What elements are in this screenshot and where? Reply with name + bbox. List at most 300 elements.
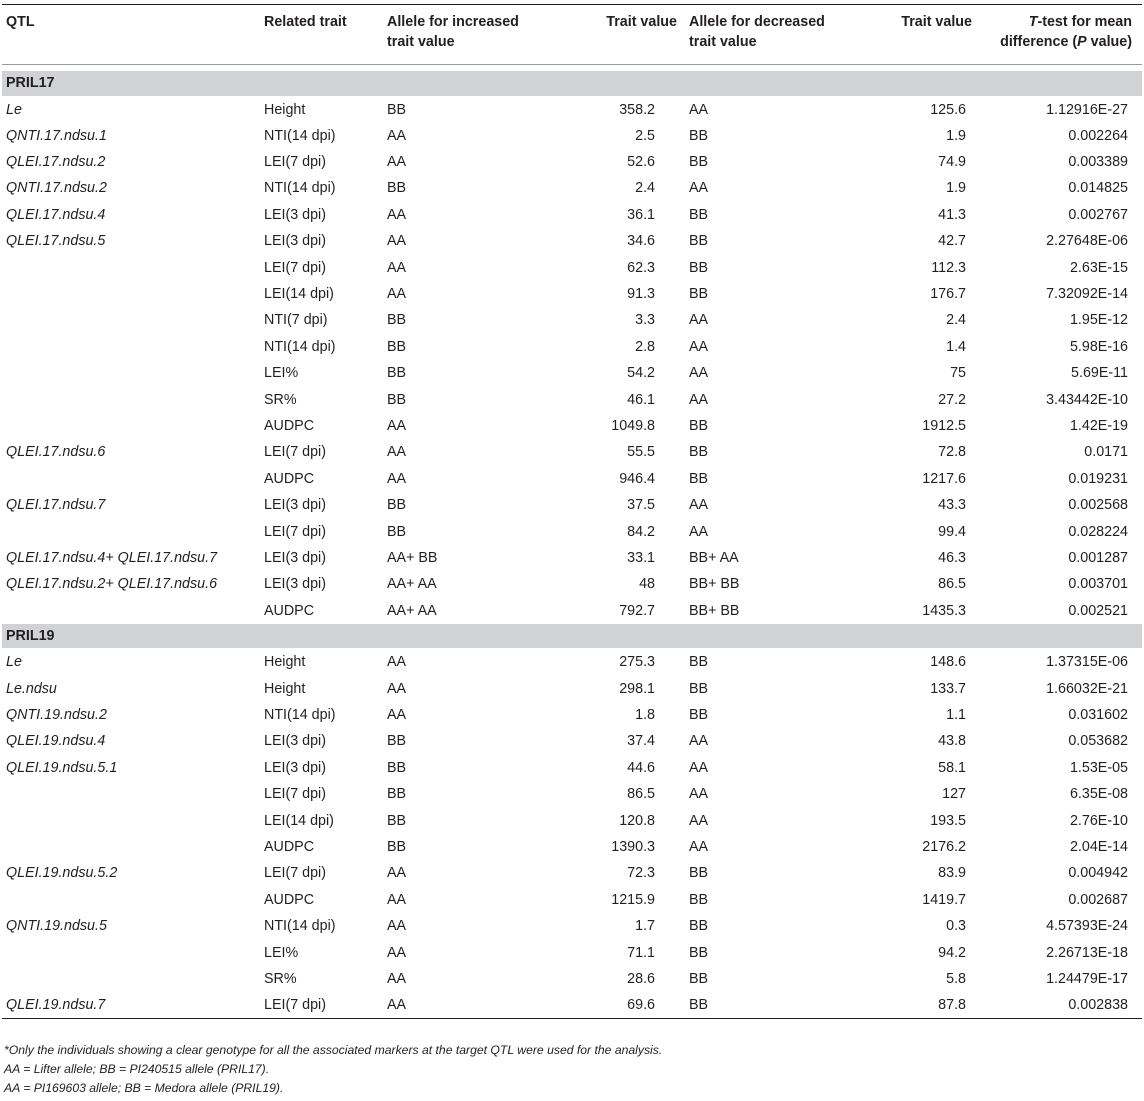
cell-allele-increased: AA+ AA xyxy=(387,602,437,619)
cell-allele-increased: AA xyxy=(387,470,407,487)
cell-qtl xyxy=(2,939,260,965)
cell-trait-value-decreased: 1.4 xyxy=(946,338,966,355)
cell-p-value: 1.66032E-21 xyxy=(1046,680,1128,697)
cell-trait-value-increased: 91.3 xyxy=(627,286,655,303)
table-row xyxy=(2,834,1142,860)
header-allele-increased-line2: trait value xyxy=(387,34,455,50)
table-row xyxy=(2,175,1142,201)
table-row xyxy=(2,334,1142,360)
cell-related-trait: LEI% xyxy=(264,944,299,961)
cell-p-value: 0.019231 xyxy=(1068,470,1128,487)
cell-related-trait: Height xyxy=(264,101,306,118)
cell-related-trait: LEI(14 dpi) xyxy=(264,286,334,303)
cell-allele-decreased: AA xyxy=(689,365,709,382)
cell-related-trait: LEI(3 dpi) xyxy=(264,497,326,514)
table-row xyxy=(2,386,1142,412)
cell-allele-decreased: AA xyxy=(689,838,709,855)
cell-allele-increased: BB xyxy=(387,180,407,197)
cell-p-value: 0.002687 xyxy=(1068,891,1128,908)
cell-related-trait: Height xyxy=(264,680,306,697)
cell-related-trait: LEI(7 dpi) xyxy=(264,154,326,171)
cell-related-trait: LEI(3 dpi) xyxy=(264,759,326,776)
cell-trait-value-increased: 275.3 xyxy=(619,654,655,671)
cell-qtl: QLEI.17.ndsu.5 xyxy=(6,233,106,250)
cell-qtl: Le xyxy=(6,101,22,118)
table-row xyxy=(2,123,1142,149)
cell-p-value: 0.028224 xyxy=(1068,523,1128,540)
cell-related-trait: LEI(7 dpi) xyxy=(264,786,326,803)
cell-qtl: QNTI.17.ndsu.2 xyxy=(6,180,107,197)
cell-trait-value-increased: 1049.8 xyxy=(611,417,655,434)
cell-trait-value-increased: 46.1 xyxy=(627,391,655,408)
cell-related-trait: AUDPC xyxy=(264,891,315,908)
cell-allele-decreased: BB xyxy=(689,970,709,987)
cell-allele-decreased: BB+ AA xyxy=(689,549,739,566)
cell-allele-increased: AA+ AA xyxy=(387,576,437,593)
cell-trait-value-increased: 1.8 xyxy=(635,707,655,723)
cell-allele-increased: BB xyxy=(387,786,407,803)
cell-trait-value-increased: 28.6 xyxy=(627,970,655,987)
cell-p-value: 0.002767 xyxy=(1068,206,1128,223)
table-row xyxy=(2,755,1142,781)
cell-trait-value-decreased: 127 xyxy=(942,786,966,803)
cell-trait-value-decreased: 193.5 xyxy=(930,812,966,829)
cell-allele-decreased: BB xyxy=(689,707,709,723)
cell-trait-value-decreased: 148.6 xyxy=(930,654,966,671)
cell-trait-value-increased: 298.1 xyxy=(619,680,655,697)
cell-allele-decreased: BB xyxy=(689,127,709,144)
cell-related-trait: NTI(7 dpi) xyxy=(264,312,328,329)
cell-allele-increased: BB xyxy=(387,838,407,855)
cell-allele-decreased: BB xyxy=(689,206,709,223)
header-allele-increased xyxy=(383,5,563,65)
cell-p-value: 6.35E-08 xyxy=(1069,786,1128,803)
header-qtl: QTL xyxy=(2,5,260,65)
cell-trait-value-decreased: 176.7 xyxy=(930,286,966,303)
cell-allele-decreased: AA xyxy=(689,786,709,803)
table-row xyxy=(2,728,1142,754)
cell-related-trait: LEI(3 dpi) xyxy=(264,733,326,750)
cell-trait-value-increased: 69.6 xyxy=(563,992,685,1019)
cell-allele-increased: BB xyxy=(387,759,407,776)
header-ttest-line2-prefix: difference ( xyxy=(1000,34,1078,50)
cell-allele-decreased: BB xyxy=(689,233,709,250)
cell-p-value: 1.12916E-27 xyxy=(1046,101,1128,118)
cell-trait-value-increased: 84.2 xyxy=(627,523,655,540)
cell-related-trait: LEI(3 dpi) xyxy=(264,206,326,223)
cell-allele-increased: AA xyxy=(387,233,407,250)
cell-trait-value-increased: 2.5 xyxy=(635,127,655,144)
cell-related-trait: AUDPC xyxy=(264,470,315,487)
cell-related-trait: LEI% xyxy=(264,365,299,382)
cell-trait-value-increased: 37.4 xyxy=(627,733,655,750)
cell-allele-decreased: BB xyxy=(689,654,709,671)
cell-related-trait: LEI(7 dpi) xyxy=(264,444,326,461)
cell-trait-value-decreased: 41.3 xyxy=(938,206,966,223)
group-label: PRIL17 xyxy=(2,71,1142,96)
cell-qtl xyxy=(2,281,260,307)
cell-allele-decreased: AA xyxy=(689,497,709,514)
cell-allele-increased: AA+ BB xyxy=(387,549,438,566)
cell-trait-value-increased: 1.7 xyxy=(635,918,655,935)
cell-allele-decreased: BB xyxy=(689,259,709,276)
cell-p-value: 5.98E-16 xyxy=(1069,338,1128,355)
header-ttest xyxy=(980,5,1142,65)
cell-trait-value-decreased: 99.4 xyxy=(938,523,966,540)
cell-allele-increased: AA xyxy=(387,286,407,303)
cell-trait-value-decreased: 86.5 xyxy=(938,576,966,593)
cell-p-value: 4.57393E-24 xyxy=(1046,918,1128,935)
cell-trait-value-decreased: 0.3 xyxy=(946,918,966,935)
cell-allele-decreased: BB xyxy=(689,944,709,961)
cell-qtl xyxy=(2,466,260,492)
cell-allele-increased: AA xyxy=(387,707,407,723)
header-ttest-line2 xyxy=(984,32,1132,52)
cell-p-value: 1.53E-05 xyxy=(1069,759,1128,776)
cell-p-value: 2.63E-15 xyxy=(1069,259,1128,276)
cell-trait-value-increased: 2.4 xyxy=(635,180,655,197)
cell-trait-value-decreased: 1.9 xyxy=(946,180,966,197)
table-row xyxy=(2,992,1142,1019)
cell-related-trait: LEI(3 dpi) xyxy=(264,233,326,250)
cell-allele-increased: AA xyxy=(387,259,407,276)
cell-qtl: QLEI.17.ndsu.2 xyxy=(6,154,106,171)
group-label: PRIL19 xyxy=(2,624,1142,649)
cell-p-value: 5.69E-11 xyxy=(1071,365,1128,382)
cell-allele-increased: BB xyxy=(387,365,407,382)
table-row xyxy=(2,413,1142,439)
cell-p-value: 0.031602 xyxy=(1068,707,1128,723)
cell-qtl xyxy=(2,334,260,360)
table-row xyxy=(2,781,1142,807)
cell-trait-value-increased: 358.2 xyxy=(619,101,655,118)
cell-qtl: QLEI.19.ndsu.5.2 xyxy=(6,865,118,882)
cell-qtl xyxy=(2,518,260,544)
table-row xyxy=(2,228,1142,254)
cell-related-trait: NTI(14 dpi) xyxy=(264,180,336,197)
cell-related-trait: AUDPC xyxy=(264,602,315,619)
cell-allele-decreased: BB xyxy=(689,680,709,697)
cell-p-value: 1.24479E-17 xyxy=(1046,970,1128,987)
cell-p-value: 0.001287 xyxy=(1068,549,1128,566)
cell-trait-value-increased: 1390.3 xyxy=(611,838,655,855)
cell-allele-decreased: BB xyxy=(689,918,709,935)
cell-p-value: 2.26713E-18 xyxy=(1046,944,1128,961)
header-allele-decreased-line1: Allele for decreased xyxy=(689,14,825,30)
cell-related-trait: Height xyxy=(264,654,306,671)
cell-allele-increased: BB xyxy=(387,497,407,514)
cell-allele-decreased: BB xyxy=(689,154,709,171)
qtl-table xyxy=(2,4,1142,1019)
cell-allele-increased: BB xyxy=(387,312,407,329)
cell-allele-increased: AA xyxy=(387,654,407,671)
cell-trait-value-increased: 48 xyxy=(639,576,655,593)
cell-qtl xyxy=(2,413,260,439)
footnote-2: AA = Lifter allele; BB = PI240515 allele (PRIL17). xyxy=(4,1062,270,1076)
cell-allele-decreased: AA xyxy=(689,733,709,750)
cell-p-value: 3.43442E-10 xyxy=(1046,391,1128,408)
cell-trait-value-decreased: 46.3 xyxy=(938,549,966,566)
cell-allele-decreased: BB xyxy=(689,417,709,434)
cell-allele-decreased: AA xyxy=(689,101,709,118)
cell-trait-value-decreased: 43.3 xyxy=(938,497,966,514)
cell-trait-value-decreased: 1912.5 xyxy=(922,417,966,434)
table-row xyxy=(2,860,1142,886)
header-ttest-t: T xyxy=(1028,14,1038,30)
cell-allele-increased: AA xyxy=(387,970,407,987)
cell-trait-value-decreased: 1.1 xyxy=(946,707,966,723)
cell-p-value: 0.0171 xyxy=(1084,444,1128,461)
cell-allele-increased: AA xyxy=(387,127,407,144)
table-row xyxy=(2,966,1142,992)
cell-related-trait: LEI(7 dpi) xyxy=(264,865,326,882)
cell-qtl: QLEI.17.ndsu.2+ QLEI.17.ndsu.6 xyxy=(6,576,218,593)
cell-trait-value-decreased: 2.4 xyxy=(946,312,966,329)
table-row xyxy=(2,887,1142,913)
cell-allele-increased: AA xyxy=(387,206,407,223)
cell-trait-value-decreased: 125.6 xyxy=(930,101,966,118)
cell-allele-increased: AA xyxy=(387,680,407,697)
table-row xyxy=(2,939,1142,965)
cell-qtl: QLEI.17.ndsu.4+ QLEI.17.ndsu.7 xyxy=(6,549,218,566)
cell-trait-value-increased: 86.5 xyxy=(627,786,655,803)
cell-related-trait: LEI(3 dpi) xyxy=(264,549,326,566)
cell-allele-decreased: BB xyxy=(685,992,865,1019)
cell-trait-value-increased: 2.8 xyxy=(635,338,655,355)
cell-trait-value-increased: 44.6 xyxy=(627,759,655,776)
cell-trait-value-decreased: 72.8 xyxy=(938,444,966,461)
cell-allele-increased: BB xyxy=(387,733,407,750)
cell-trait-value-decreased: 1435.3 xyxy=(922,602,966,619)
table-row xyxy=(2,360,1142,386)
cell-allele-increased: AA xyxy=(387,417,407,434)
cell-trait-value-increased: 36.1 xyxy=(627,206,655,223)
cell-p-value: 0.003701 xyxy=(1068,576,1128,593)
cell-trait-value-increased: 3.3 xyxy=(635,312,655,329)
cell-qtl xyxy=(2,807,260,833)
table-row xyxy=(2,254,1142,280)
table-row xyxy=(2,518,1142,544)
cell-allele-increased: AA xyxy=(387,891,407,908)
cell-trait-value-increased: 62.3 xyxy=(627,259,655,276)
cell-qtl: QNTI.19.ndsu.2 xyxy=(6,707,107,723)
cell-trait-value-decreased: 2176.2 xyxy=(922,838,966,855)
cell-trait-value-increased: 37.5 xyxy=(627,497,655,514)
cell-allele-increased: BB xyxy=(387,523,407,540)
cell-trait-value-decreased: 74.9 xyxy=(938,154,966,171)
cell-related-trait: LEI(3 dpi) xyxy=(264,576,326,593)
cell-trait-value-decreased: 58.1 xyxy=(938,759,966,776)
cell-trait-value-decreased: 1419.7 xyxy=(922,891,966,908)
cell-trait-value-decreased: 94.2 xyxy=(938,944,966,961)
cell-allele-decreased: BB xyxy=(689,444,709,461)
cell-p-value: 0.002568 xyxy=(1068,497,1128,514)
cell-qtl xyxy=(2,887,260,913)
cell-qtl: QLEI.19.ndsu.7 xyxy=(2,992,260,1019)
cell-p-value: 2.76E-10 xyxy=(1069,812,1128,829)
cell-trait-value-decreased: 133.7 xyxy=(930,680,966,697)
cell-allele-decreased: AA xyxy=(689,759,709,776)
cell-related-trait: LEI(7 dpi) xyxy=(264,259,326,276)
cell-p-value: 0.053682 xyxy=(1068,733,1128,750)
cell-trait-value-decreased: 43.8 xyxy=(938,733,966,750)
cell-qtl xyxy=(2,254,260,280)
cell-p-value: 0.002521 xyxy=(1068,602,1128,619)
cell-trait-value-increased: 792.7 xyxy=(619,602,655,619)
cell-trait-value-decreased: 87.8 xyxy=(865,992,980,1019)
cell-related-trait: SR% xyxy=(264,391,297,408)
cell-allele-decreased: AA xyxy=(689,338,709,355)
cell-allele-increased: BB xyxy=(387,391,407,408)
table-row xyxy=(2,281,1142,307)
header-ttest-p: P xyxy=(1077,34,1087,50)
cell-qtl: QLEI.17.ndsu.4 xyxy=(6,206,106,223)
table-row xyxy=(2,649,1142,676)
header-ttest-line1 xyxy=(984,12,1132,32)
cell-trait-value-increased: 54.2 xyxy=(627,365,655,382)
cell-allele-decreased: BB xyxy=(689,865,709,882)
cell-trait-value-increased: 55.5 xyxy=(627,444,655,461)
cell-trait-value-decreased: 1.9 xyxy=(946,127,966,144)
cell-allele-increased: BB xyxy=(387,101,407,118)
header-allele-increased-line1: Allele for increased xyxy=(387,14,519,30)
cell-p-value: 0.014825 xyxy=(1068,180,1128,197)
cell-allele-decreased: BB+ BB xyxy=(689,602,740,619)
footnote-1: *Only the individuals showing a clear genotype for all the associated markers at the target QTL were used for the analysis. xyxy=(4,1043,663,1057)
header-ttest-line2-suffix: value) xyxy=(1086,34,1132,50)
group-header-row xyxy=(2,624,1142,649)
cell-trait-value-increased: 52.6 xyxy=(627,154,655,171)
cell-trait-value-decreased: 27.2 xyxy=(938,391,966,408)
cell-p-value: 0.002838 xyxy=(980,992,1142,1019)
header-ttest-line1-rest: -test for mean xyxy=(1037,14,1132,30)
cell-allele-increased: AA xyxy=(383,992,563,1019)
cell-qtl: QLEI.19.ndsu.4 xyxy=(6,733,106,750)
cell-qtl xyxy=(2,386,260,412)
table-row xyxy=(2,675,1142,701)
table-row xyxy=(2,96,1142,123)
table-row xyxy=(2,913,1142,939)
cell-qtl xyxy=(2,598,260,624)
cell-allele-increased: AA xyxy=(387,865,407,882)
cell-allele-decreased: AA xyxy=(689,391,709,408)
cell-p-value: 0.002264 xyxy=(1068,127,1128,144)
cell-related-trait: NTI(14 dpi) xyxy=(264,918,336,935)
cell-allele-increased: BB xyxy=(387,812,407,829)
table-row xyxy=(2,598,1142,624)
cell-related-trait: NTI(14 dpi) xyxy=(264,127,336,144)
cell-qtl: Le.ndsu xyxy=(6,680,57,697)
table-body xyxy=(2,71,1142,1019)
table-row xyxy=(2,807,1142,833)
footnotes xyxy=(4,1041,662,1098)
cell-allele-decreased: BB+ BB xyxy=(689,576,740,593)
table-row xyxy=(2,571,1142,597)
table-row xyxy=(2,702,1142,728)
cell-qtl xyxy=(2,781,260,807)
cell-related-trait: LEI(14 dpi) xyxy=(264,812,334,829)
cell-trait-value-decreased: 1217.6 xyxy=(922,470,966,487)
cell-trait-value-decreased: 5.8 xyxy=(946,970,966,987)
cell-trait-value-increased: 946.4 xyxy=(619,470,655,487)
header-trait-value-increased: Trait value xyxy=(563,5,685,65)
header-related-trait: Related trait xyxy=(260,5,383,65)
cell-qtl: QNTI.19.ndsu.5 xyxy=(6,918,107,935)
cell-qtl xyxy=(2,360,260,386)
cell-qtl: Le xyxy=(6,654,22,671)
cell-allele-decreased: AA xyxy=(689,812,709,829)
cell-allele-decreased: BB xyxy=(689,286,709,303)
cell-p-value: 2.04E-14 xyxy=(1069,838,1128,855)
cell-trait-value-decreased: 42.7 xyxy=(938,233,966,250)
cell-trait-value-increased: 33.1 xyxy=(627,549,655,566)
cell-qtl: QNTI.17.ndsu.1 xyxy=(6,127,107,144)
cell-allele-decreased: BB xyxy=(689,470,709,487)
cell-p-value: 1.37315E-06 xyxy=(1046,654,1128,671)
cell-trait-value-decreased: 83.9 xyxy=(938,865,966,882)
cell-qtl: QLEI.17.ndsu.6 xyxy=(6,444,106,461)
cell-trait-value-increased: 72.3 xyxy=(627,865,655,882)
cell-trait-value-decreased: 75 xyxy=(950,365,966,382)
cell-qtl xyxy=(2,307,260,333)
cell-p-value: 7.32092E-14 xyxy=(1046,286,1128,303)
cell-allele-decreased: AA xyxy=(689,523,709,540)
cell-p-value: 0.004942 xyxy=(1068,865,1128,882)
table-row xyxy=(2,307,1142,333)
cell-allele-increased: AA xyxy=(387,444,407,461)
cell-qtl: QLEI.19.ndsu.5.1 xyxy=(6,759,118,776)
footnote-3: AA = PI169603 allele; BB = Medora allele (PRIL19). xyxy=(4,1081,284,1095)
cell-allele-increased: BB xyxy=(387,338,407,355)
cell-related-trait: NTI(14 dpi) xyxy=(264,707,336,723)
cell-allele-decreased: BB xyxy=(689,891,709,908)
cell-related-trait: AUDPC xyxy=(264,838,315,855)
cell-trait-value-increased: 1215.9 xyxy=(611,891,655,908)
cell-allele-decreased: AA xyxy=(689,180,709,197)
cell-trait-value-decreased: 112.3 xyxy=(931,259,966,276)
table-row xyxy=(2,149,1142,175)
cell-related-trait: AUDPC xyxy=(264,417,315,434)
table-row xyxy=(2,202,1142,228)
table-row xyxy=(2,492,1142,518)
cell-allele-decreased: AA xyxy=(689,312,709,329)
cell-p-value: 2.27648E-06 xyxy=(1046,233,1128,250)
table-header-row xyxy=(2,5,1142,65)
cell-qtl xyxy=(2,834,260,860)
header-allele-decreased xyxy=(685,5,865,65)
cell-p-value: 1.42E-19 xyxy=(1069,417,1128,434)
header-allele-decreased-line2: trait value xyxy=(689,34,757,50)
table-row xyxy=(2,545,1142,571)
group-header-row xyxy=(2,71,1142,96)
cell-related-trait: NTI(14 dpi) xyxy=(264,338,336,355)
cell-allele-increased: AA xyxy=(387,154,407,171)
table-row xyxy=(2,439,1142,465)
cell-trait-value-increased: 71.1 xyxy=(627,944,655,961)
cell-p-value: 0.003389 xyxy=(1068,154,1128,171)
header-trait-value-decreased: Trait value xyxy=(865,5,980,65)
cell-trait-value-increased: 120.8 xyxy=(619,812,655,829)
table-row xyxy=(2,466,1142,492)
cell-trait-value-increased: 34.6 xyxy=(627,233,655,250)
cell-allele-increased: AA xyxy=(387,944,407,961)
cell-allele-increased: AA xyxy=(387,918,407,935)
cell-p-value: 1.95E-12 xyxy=(1069,312,1128,329)
cell-qtl xyxy=(2,966,260,992)
cell-related-trait: LEI(7 dpi) xyxy=(260,992,383,1019)
cell-related-trait: LEI(7 dpi) xyxy=(264,523,326,540)
cell-qtl: QLEI.17.ndsu.7 xyxy=(6,497,106,514)
